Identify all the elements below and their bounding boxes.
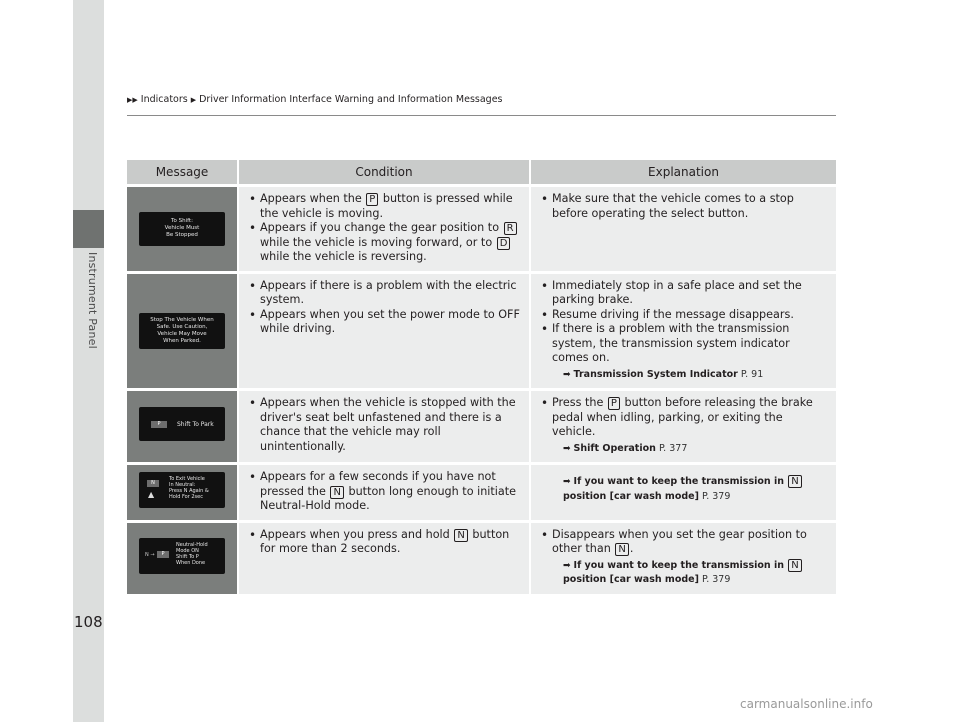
table-row [127,187,836,271]
reference-arrow-icon: ➡ [563,560,571,571]
list-item: • Make sure that the vehicle comes to a stop before operating the select button. [541,192,828,221]
breadcrumb [127,94,503,105]
sidebar-label: Instrument Panel [86,252,99,349]
list-item: • Appears if there is a problem with the electric system. [249,279,521,308]
p-key-icon: P [366,193,378,206]
n-key-icon: N [330,486,343,499]
n-key-icon: N [788,475,801,488]
explanation-cell [529,523,836,594]
reference-arrow-icon: ➡ [563,443,571,454]
condition-cell [237,274,529,389]
list-item: • Appears when the vehicle is stopped with the driver's seat belt unfastened and there is a chance that the vehicle may roll unintentionally. [249,396,521,454]
breadcrumb-arrow-icon: ▶ [190,95,197,104]
table-header-row [127,160,836,184]
list-item: • Appears when you set the power mode to OFF while driving. [249,308,521,337]
sidebar-section-tab [73,210,104,248]
message-cell [127,465,237,520]
explanation-cell [529,465,836,520]
list-item: • If there is a problem with the transmission system, the transmission system indicator comes on. [541,322,828,366]
display-screen-image: N ▲ To Exit Vehicle In Neutral: Press N Again & Hold For 2sec [139,472,225,508]
n-key-icon: N [615,543,628,556]
display-screen-image: Stop The Vehicle When Safe. Use Caution, Vehicle May Move When Parked. [139,313,225,349]
table-row [127,274,836,389]
message-cell [127,523,237,594]
table-row [127,465,836,520]
messages-table [127,157,836,597]
list-item: • Appears when you press and hold N button for more than 2 seconds. [249,528,521,557]
explanation-cell [529,187,836,271]
list-item: • Press the P button before releasing the brake pedal when idling, parking, or exiting the vehicle. [541,396,828,440]
message-cell [127,187,237,271]
reference-arrow-icon: ➡ [563,477,571,487]
header-rule [127,115,836,116]
reference-arrow-icon: ➡ [563,369,571,380]
display-screen-image: N → P Neutral-Hold Mode ON Shift To P When Done [139,538,225,574]
message-cell [127,391,237,462]
list-item: • Immediately stop in a safe place and set the parking brake. [541,279,828,308]
breadcrumb-arrow-icon: ▶▶ [127,95,138,104]
list-item: • Resume driving if the message disappears. [541,308,828,323]
display-screen-image: To Shift: Vehicle Must Be Stopped [139,212,225,246]
header-explanation: Explanation [529,160,836,184]
message-cell [127,274,237,389]
watermark: carmanualsonline.info [740,697,873,711]
header-message: Message [127,160,237,184]
table-row [127,391,836,462]
cross-reference-link[interactable]: ➡ If you want to keep the transmission in N position [car wash mode] P. 379 [541,472,828,504]
breadcrumb-item-messages[interactable]: Driver Information Interface Warning and Information Messages [199,94,503,105]
cross-reference-link[interactable]: ➡ Transmission System Indicator P. 91 [563,368,764,380]
condition-cell [237,465,529,520]
cross-reference-link[interactable]: ➡ Shift Operation P. 377 [563,442,688,454]
explanation-cell [529,274,836,389]
list-item: • Appears if you change the gear position to R while the vehicle is moving forward, or to D while the vehicle is reversing. [249,221,521,265]
list-item: • Appears for a few seconds if you have not pressed the N button long enough to initiate Neutral-Hold mode. [249,470,521,514]
list-item: • Appears when the P button is pressed while the vehicle is moving. [249,192,521,221]
condition-cell [237,187,529,271]
page-number: 108 [74,613,103,631]
d-key-icon: D [497,237,511,250]
condition-cell [237,391,529,462]
table-row [127,523,836,594]
n-arrow-icon: N → [145,551,155,558]
p-key-icon: P [608,397,620,410]
warning-triangle-icon: ▲ [148,490,155,499]
explanation-cell [529,391,836,462]
condition-cell [237,523,529,594]
r-key-icon: R [504,222,517,235]
n-key-icon: N [788,559,801,572]
display-screen-image: P Shift To Park [139,407,225,441]
n-key-icon: N [454,529,467,542]
cross-reference-link[interactable]: ➡ If you want to keep the transmission in N position [car wash mode] P. 379 [541,559,828,588]
header-condition: Condition [237,160,529,184]
breadcrumb-item-indicators[interactable]: Indicators [140,94,188,105]
list-item: • Disappears when you set the gear position to other than N . [541,528,828,557]
